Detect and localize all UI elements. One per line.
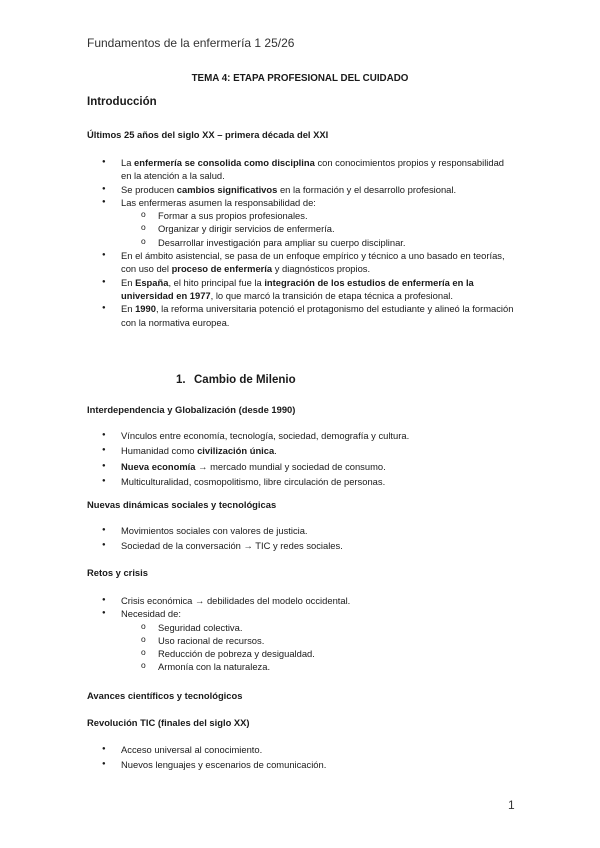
list-item: ● Humanidad como civilización única. bbox=[0, 444, 600, 457]
sub-list-item: o Seguridad colectiva. bbox=[0, 621, 600, 634]
dinamicas-heading: Nuevas dinámicas sociales y tecnológicas bbox=[87, 499, 277, 510]
list-item: ● Sociedad de la conversación → TIC y redes sociales. bbox=[0, 539, 600, 552]
sub-list-item: o Uso racional de recursos. bbox=[0, 634, 600, 647]
section-title: Cambio de Milenio bbox=[194, 374, 296, 386]
running-header: Fundamentos de la enfermería 1 25/26 bbox=[87, 36, 295, 50]
list-item: ● En el ámbito asistencial, se pasa de un enfoque empírico y técnico a uno basado en teorías, con uso del proceso de enfermería y diagnósticos propios. bbox=[0, 249, 600, 276]
sub-list-item: o Organizar y dirigir servicios de enfermería. bbox=[0, 222, 600, 235]
intro-heading: Introducción bbox=[87, 96, 157, 108]
page-number: 1 bbox=[508, 798, 515, 812]
list-item: ● Se producen cambios significativos en la formación y el desarrollo profesional. bbox=[0, 183, 600, 196]
list-item: ● En 1990, la reforma universitaria potenció el protagonismo del estudiante y alineó la formación con la normativa europea. bbox=[0, 302, 600, 329]
revolucion-heading: Revolución TIC (finales del siglo XX) bbox=[87, 717, 250, 728]
interdependencia-list bbox=[0, 429, 600, 490]
interdependencia-heading: Interdependencia y Globalización (desde 1990) bbox=[87, 404, 296, 415]
retos-list bbox=[0, 594, 600, 674]
sub-list-item: o Armonía con la naturaleza. bbox=[0, 660, 600, 673]
intro-subheading: Últimos 25 años del siglo XX – primera década del XXI bbox=[87, 129, 329, 140]
list-item: ● Necesidad de: bbox=[0, 607, 600, 620]
list-item: ● En España, el hito principal fue la integración de los estudios de enfermería en la universidad en 1977, lo que marcó la transición de etapa técnica a profesional. bbox=[0, 276, 600, 303]
list-item: ● Acceso universal al conocimiento. bbox=[0, 743, 600, 756]
sub-list-item: o Desarrollar investigación para ampliar su cuerpo disciplinar. bbox=[0, 236, 600, 249]
sub-list-item: o Formar a sus propios profesionales. bbox=[0, 209, 600, 222]
list-item: ● Crisis económica → debilidades del modelo occidental. bbox=[0, 594, 600, 607]
list-item: ● Nuevos lenguajes y escenarios de comunicación. bbox=[0, 758, 600, 771]
section-1-heading bbox=[176, 374, 296, 386]
revolucion-list bbox=[0, 743, 600, 774]
section-number: 1. bbox=[176, 374, 186, 386]
list-item: ● La enfermería se consolida como disciplina con conocimientos propios y responsabilidad en la atención a la salud. bbox=[0, 156, 600, 183]
list-item: ● Movimientos sociales con valores de justicia. bbox=[0, 524, 600, 537]
list-item: ● Multiculturalidad, cosmopolitismo, libre circulación de personas. bbox=[0, 475, 600, 488]
retos-heading: Retos y crisis bbox=[87, 567, 148, 578]
list-item: ● Vínculos entre economía, tecnología, sociedad, demografía y cultura. bbox=[0, 429, 600, 442]
sub-list-item: o Reducción de pobreza y desigualdad. bbox=[0, 647, 600, 660]
list-item: ● Las enfermeras asumen la responsabilidad de: bbox=[0, 196, 600, 209]
avances-heading: Avances científicos y tecnológicos bbox=[87, 690, 243, 701]
document-title: TEMA 4: ETAPA PROFESIONAL DEL CUIDADO bbox=[191, 73, 409, 84]
intro-bullet-list bbox=[0, 156, 600, 329]
list-item: ● Nueva economía → mercado mundial y sociedad de consumo. bbox=[0, 460, 600, 473]
dinamicas-list bbox=[0, 524, 600, 555]
